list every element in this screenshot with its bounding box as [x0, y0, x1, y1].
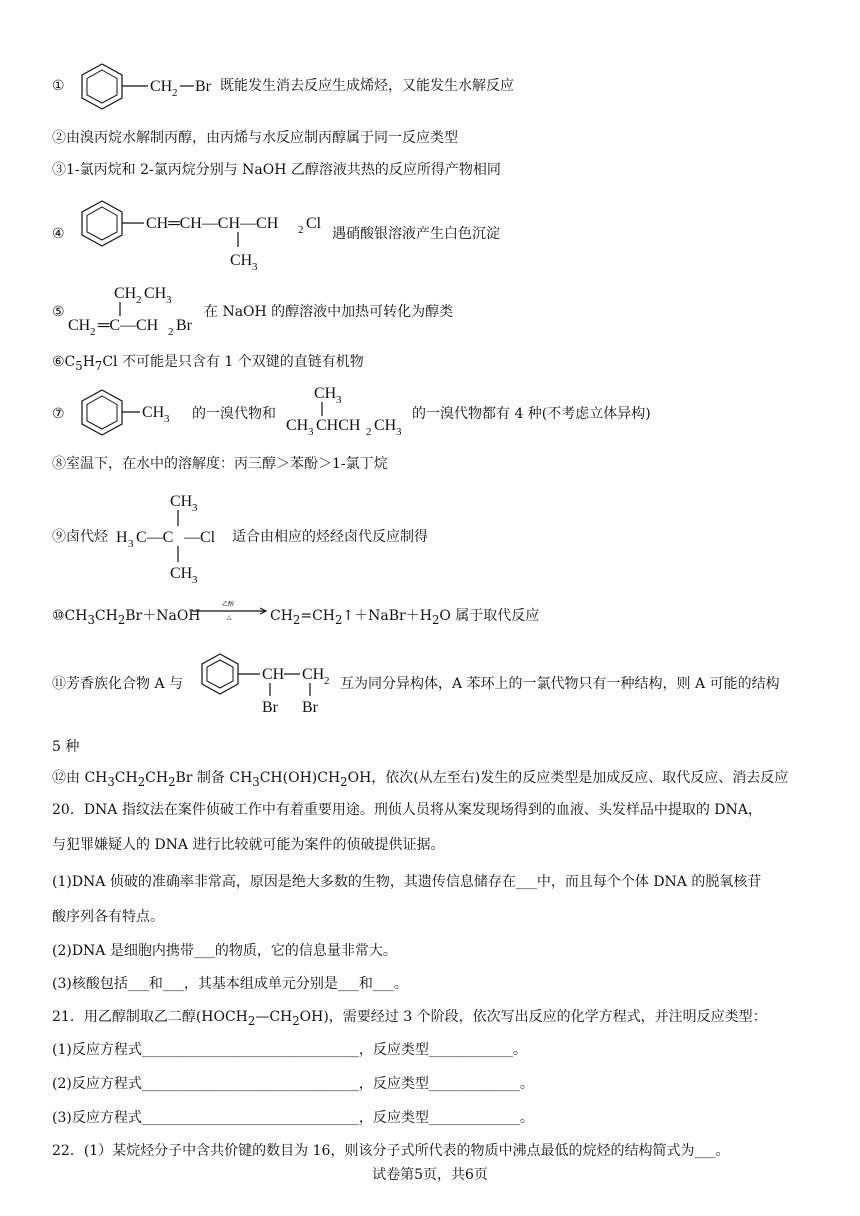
svg-text:CH: CH	[114, 285, 137, 302]
svg-text:—Cl: —Cl	[184, 529, 216, 546]
tert-butyl-chloride-structure	[112, 488, 232, 584]
item-5-number: ⑤	[52, 304, 65, 320]
item-2: ②由溴丙烷水解制丙醇，由丙烯与水反应制丙醇属于同一反应类型	[52, 130, 458, 146]
chain-label: CH═CH—CH—CH	[146, 215, 279, 232]
item-9-text: 适合由相应的烃经卤代反应制得	[232, 529, 428, 545]
item-5-text: 在 NaOH 的醇溶液中加热可转化为醇类	[204, 304, 454, 320]
item-10-products: $CH_2=CH_2↑+NaBr+H_2O$ 属于取代反应	[270, 608, 540, 627]
svg-text:2: 2	[172, 87, 178, 99]
svg-text:CH: CH	[142, 404, 165, 421]
q22-line-1: 22．(1）某烷烃分子中含共价键的数目为 16，则该分子式所代表的物质中沸点最低的烷烃的结构简式为___。	[52, 1143, 730, 1159]
item-11-text: 互为同分异构体，A 苯环上的一氯代物只有一种结构，则 A 可能的结构	[340, 676, 780, 692]
dibromoethylbenzene-structure	[196, 650, 336, 720]
svg-text:CH: CH	[314, 385, 337, 402]
item-11-answer: 5 种	[52, 739, 80, 755]
svg-text:2: 2	[298, 224, 304, 236]
svg-text:═C—CH: ═C—CH	[98, 317, 159, 334]
page-footer: 试卷第5页，共6页	[372, 1167, 488, 1183]
svg-text:乙醇: 乙醇	[222, 602, 235, 608]
q21-reaction-3: (3)反应方程式_______________________________，反应类型_____________。	[52, 1110, 534, 1126]
item-8: ⑧室温下，在水中的溶解度：丙三醇＞苯酚＞1-氯丁烷	[52, 456, 388, 472]
svg-text:Br: Br	[302, 699, 318, 716]
svg-text:CH: CH	[286, 417, 309, 434]
svg-text:Br: Br	[176, 317, 192, 334]
item-9-pre: ⑨卤代烃	[52, 529, 108, 545]
svg-text:CH: CH	[170, 493, 193, 510]
item-1-number: ①	[52, 78, 65, 94]
cl-label: Cl	[306, 215, 322, 232]
q20-line-1: 20．DNA 指纹法在案件侦破工作中有着重要用途。刑侦人员将从案发现场得到的血液、头发样品中提取的 DNA，	[52, 802, 762, 818]
svg-text:3: 3	[192, 574, 198, 584]
svg-text:H: H	[116, 529, 128, 546]
svg-text:3: 3	[166, 294, 172, 306]
reaction-arrow	[190, 600, 270, 620]
svg-text:3: 3	[308, 426, 314, 438]
item-3: ③1-氯丙烷和 2-氯丙烷分别与 NaOH 乙醇溶液共热的反应所得产物相同	[52, 162, 501, 178]
item-1	[52, 77, 65, 95]
svg-text:3: 3	[128, 538, 134, 550]
q20-line-4: 酸序列各有特点。	[52, 909, 164, 925]
benzyl-bromide-structure	[70, 58, 220, 116]
item-7-text: 的一溴代物都有 4 种(不考虑立体异构)	[412, 406, 651, 422]
item-12: ⑫由 $CH_3CH_2CH_2Br$ 制备 $CH_3CH(OH)CH_2OH$，依次(从左至右)发生的反应类型是加成反应、取代反应、消去反应	[52, 770, 789, 789]
item-1-text: 既能发生消去反应生成烯烃，又能发生水解反应	[220, 78, 514, 94]
bromomethyl-butene-structure	[66, 280, 206, 340]
svg-text:CH: CH	[374, 417, 397, 434]
svg-text:3: 3	[396, 426, 402, 438]
item-7-number: ⑦	[52, 406, 65, 422]
svg-text:CH: CH	[170, 565, 193, 582]
q21-reaction-2: (2)反应方程式_______________________________，反应类型_____________。	[52, 1076, 534, 1092]
svg-text:3: 3	[336, 394, 342, 406]
svg-text:2: 2	[324, 675, 330, 687]
item-7-mid: 的一溴代物和	[192, 406, 276, 422]
item-11-pre: ⑪芳香族化合物 A 与	[52, 676, 184, 692]
svg-text:CH: CH	[302, 666, 325, 683]
methyl-label: CH	[230, 252, 253, 269]
toluene-structure	[70, 384, 190, 442]
item-4-number: ④	[52, 226, 65, 242]
q20-line-3: (1)DNA 侦破的准确率非常高，原因是绝大多数的生物，其遗传信息储存在___中，而且每个个体 DNA 的脱氧核苷	[52, 874, 762, 890]
q21-line-1: 21．用乙醇制取乙二醇$(HOCH_2—CH_2OH)$，需要经过 3 个阶段，依次写出反应的化学方程式，并注明反应类型：	[52, 1009, 767, 1028]
svg-text:△: △	[227, 615, 232, 620]
item-10: $⑩CH_3CH_2Br+NaOH$	[52, 608, 201, 627]
svg-text:3: 3	[252, 261, 258, 273]
svg-text:Br: Br	[262, 699, 278, 716]
svg-text:2: 2	[366, 426, 372, 438]
svg-text:2: 2	[90, 326, 96, 338]
item-4-text: 遇硝酸银溶液产生白色沉淀	[332, 226, 500, 242]
svg-text:2: 2	[136, 294, 142, 306]
svg-text:CH: CH	[144, 285, 167, 302]
methylbutane-structure	[284, 380, 414, 440]
item-6: $⑥C_5H_7Cl$ 不可能是只含有 1 个双键的直链有机物	[52, 354, 364, 373]
q21-reaction-1: (1)反应方程式_______________________________，反应类型____________。	[52, 1042, 527, 1058]
svg-text:2: 2	[168, 326, 174, 338]
phenyl-chlorobutene-structure	[70, 195, 330, 273]
svg-text:CH: CH	[68, 317, 91, 334]
svg-text:CH: CH	[262, 666, 285, 683]
q20-line-5: (2)DNA 是细胞内携带___的物质，它的信息量非常大。	[52, 943, 397, 959]
svg-text:C—C: C—C	[136, 529, 174, 546]
svg-text:3: 3	[192, 502, 198, 514]
ch2-label: CH	[150, 78, 173, 95]
svg-text:CHCH: CHCH	[316, 417, 361, 434]
svg-text:3: 3	[164, 413, 170, 425]
q20-line-6: (3)核酸包括___和___，其基本组成单元分别是___和___。	[52, 976, 408, 992]
q20-line-2: 与犯罪嫌疑人的 DNA 进行比较就可能为案件的侦破提供证据。	[52, 837, 445, 853]
br-label: Br	[195, 78, 211, 95]
